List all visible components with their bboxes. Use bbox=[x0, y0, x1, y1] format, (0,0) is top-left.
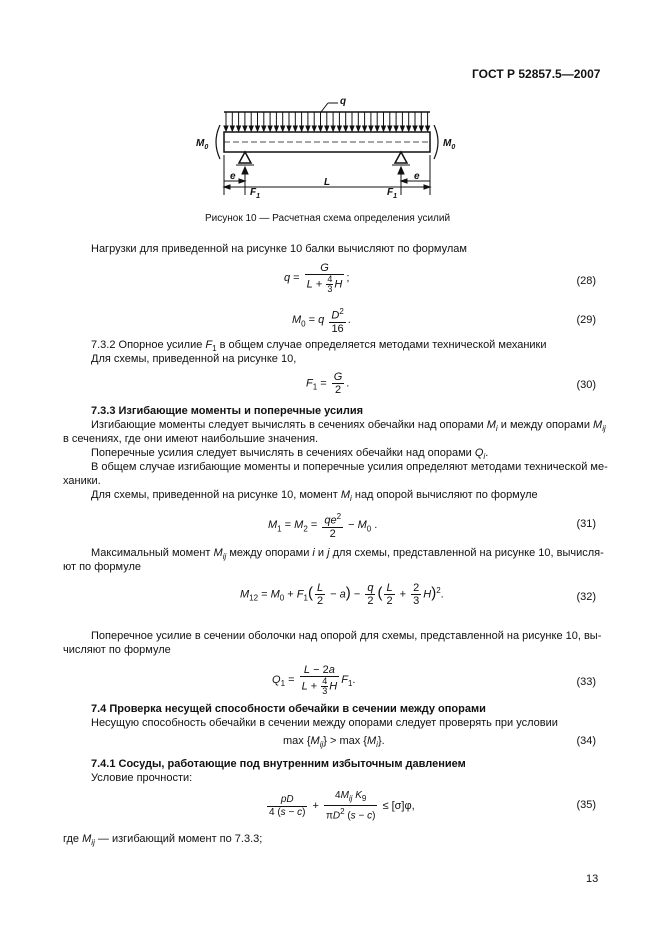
figure-caption: Рисунок 10 — Расчетная схема определения усилий bbox=[205, 213, 451, 224]
equation-35: $\frac{pD}{4 (s - c)}$ + $\frac{4M_{ij} K_9}{\pi D^2 (s - c)}$ ≤ [σ]φ, bbox=[269, 790, 415, 822]
section-7-3-3: 7.3.3 Изгибающие моменты и поперечные усилия bbox=[91, 405, 364, 417]
load-arrow-head bbox=[388, 126, 392, 131]
load-arrow-head bbox=[426, 126, 430, 131]
label-m0-left: $M_0$ bbox=[196, 138, 209, 151]
eq-number-32: (32) bbox=[576, 591, 596, 603]
load-arrow-head bbox=[400, 126, 404, 131]
equation-34: $\max \{M_{ij}\} > \max \{M_i\}$. bbox=[283, 735, 385, 750]
load-arrow-head bbox=[413, 126, 417, 131]
load-arrow-head bbox=[331, 126, 335, 131]
load-arrow-head bbox=[369, 126, 373, 131]
load-arrow-head bbox=[249, 126, 253, 131]
load-arrow-head bbox=[300, 126, 304, 131]
load-arrow-head bbox=[262, 126, 266, 131]
label-e-right: e bbox=[414, 171, 420, 182]
eq-number-33: (33) bbox=[576, 676, 596, 688]
label-f1-right: $F_1$ bbox=[387, 187, 398, 200]
label-e-left: e bbox=[230, 171, 236, 182]
paragraph-strength: Условие прочности: bbox=[91, 772, 193, 784]
load-arrow-head bbox=[243, 126, 247, 131]
load-arrow-head bbox=[356, 126, 360, 131]
load-arrow-head bbox=[268, 126, 272, 131]
equation-33: $Q_1$ = L − 2a L + $\frac{4}{3}$ H $F_1$. bbox=[272, 664, 356, 696]
load-arrow-head bbox=[382, 126, 386, 131]
equation-29: $M_0 = q$ $\frac{D^2}{16}$ . bbox=[292, 307, 351, 335]
load-arrow-head bbox=[344, 126, 348, 131]
paragraph-moments: Изгибающие моменты следует вычислять в сечениях обечайки над опорами $M_i$ и между опорами $M_{ij}$ bbox=[91, 419, 606, 434]
paragraph-general: В общем случае изгибающие моменты и поперечные усилия определяют методами технической ме- bbox=[91, 461, 608, 473]
paragraph-shear: Поперечные усилия следует вычислять в сечениях обечайки над опорами $Q_i$. bbox=[91, 447, 489, 462]
standard-header: ГОСТ Р 52857.5—2007 bbox=[472, 67, 601, 81]
load-arrow-head bbox=[287, 126, 291, 131]
paragraph-moments-cont: в сечениях, где они имеют наибольшие значения. bbox=[63, 433, 319, 445]
load-arrow-head bbox=[293, 126, 297, 131]
paragraph-scheme: Для схемы, приведенной на рисунке 10, bbox=[91, 353, 297, 365]
paragraph-max-moment: Максимальный момент $M_{ij}$ между опорами i и j для схемы, представленной на рисунке 10, вычисля- bbox=[91, 547, 604, 562]
label-q: q bbox=[340, 96, 347, 107]
load-arrow-head bbox=[419, 126, 423, 131]
eq-number-34: (34) bbox=[576, 735, 596, 747]
load-arrow-head bbox=[350, 126, 354, 131]
equation-32: $M_{12} = M_0 + F_1$( $\frac{L}{2}$ − a) − $\frac{q}{2}$ ( $\frac{L}{2}$ + $\frac{2}{3}$ H)$^2$. bbox=[240, 582, 444, 607]
paragraph-general-cont: ханики. bbox=[63, 475, 101, 487]
paragraph-shear-force-cont: числяют по формуле bbox=[63, 644, 171, 656]
load-arrow-head bbox=[394, 126, 398, 131]
equation-31: $M_1 = M_2$ = $\frac{qe^2}{2}$ − $M_0$ . bbox=[268, 512, 378, 540]
eq-number-28: (28) bbox=[576, 275, 596, 287]
paragraph-loads: Нагрузки для приведенной на рисунке 10 балки вычисляют по формулам bbox=[91, 243, 467, 255]
section-7-4: 7.4 Проверка несущей способности обечайки в сечении между опорами bbox=[91, 703, 486, 715]
equation-28: q = G L + $\frac{4}{3}$ H ; bbox=[284, 262, 350, 294]
paragraph-where: где $M_{ij}$ — изгибающий момент по 7.3.3; bbox=[63, 833, 263, 848]
load-arrow-head bbox=[375, 126, 379, 131]
load-arrow-head bbox=[256, 126, 260, 131]
paragraph-capacity: Несущую способность обечайки в сечении между опорами следует проверять при условии bbox=[91, 717, 558, 729]
load-arrow-head bbox=[237, 126, 241, 131]
figure-beam-diagram bbox=[190, 95, 470, 205]
eq-number-35: (35) bbox=[576, 799, 596, 811]
section-7-4-1: 7.4.1 Сосуды, работающие под внутренним избыточным давлением bbox=[91, 758, 466, 770]
label-m0-right: $M_0$ bbox=[443, 138, 456, 151]
equation-30: $F_1$ = $\frac{G}{2}$ . bbox=[306, 371, 350, 396]
paragraph-moment-mi: Для схемы, приведенной на рисунке 10, момент $M_i$ над опорой вычисляют по формуле bbox=[91, 489, 538, 504]
label-length: L bbox=[324, 177, 331, 188]
load-arrow-head bbox=[319, 126, 323, 131]
load-arrow-head bbox=[325, 126, 329, 131]
load-arrow-head bbox=[363, 126, 367, 131]
load-arrow-head bbox=[230, 126, 234, 131]
load-arrow-head bbox=[306, 126, 310, 131]
eq-number-29: (29) bbox=[576, 314, 596, 326]
paragraph-max-moment-cont: ют по формуле bbox=[63, 561, 141, 573]
eq-number-31: (31) bbox=[576, 518, 596, 530]
eq-number-30: (30) bbox=[576, 379, 596, 391]
load-arrow-head bbox=[312, 126, 316, 131]
load-arrow-head bbox=[281, 126, 285, 131]
load-arrow-head bbox=[337, 126, 341, 131]
paragraph-shear-force: Поперечное усилие в сечении оболочки над опорой для схемы, представленной на рисунке 10, вы- bbox=[91, 630, 602, 642]
load-arrow-head bbox=[407, 126, 411, 131]
load-arrow-head bbox=[224, 126, 228, 131]
page-number: 13 bbox=[586, 873, 599, 885]
paragraph-7-3-2: 7.3.2 Опорное усилие $F_1$ в общем случае определяется методами технической механики bbox=[91, 339, 547, 354]
label-f1-left: $F_1$ bbox=[250, 187, 261, 200]
load-arrow-head bbox=[274, 126, 278, 131]
